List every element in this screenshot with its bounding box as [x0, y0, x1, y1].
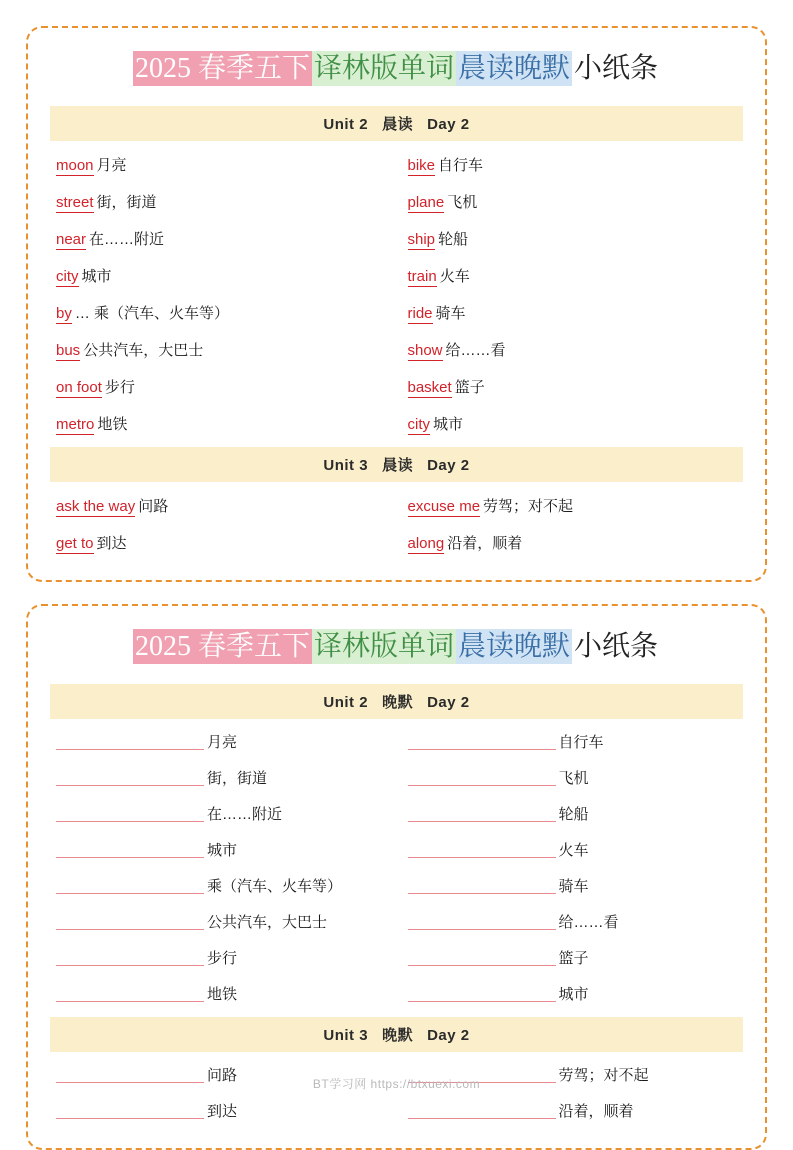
card-title: [50, 626, 743, 668]
dictation-grid-unit2-evening: [50, 725, 743, 1013]
word-chinese: 城市: [433, 416, 464, 433]
word-chinese: 月亮: [96, 157, 127, 174]
word-english: city: [407, 416, 430, 433]
answer-blank[interactable]: [408, 804, 556, 822]
word-chinese: 公共汽车，大巴士: [83, 342, 204, 359]
word-entry: [402, 258, 738, 295]
answer-blank[interactable]: [408, 732, 556, 750]
word-chinese: 火车: [558, 842, 589, 859]
word-chinese: 街，街道: [207, 770, 268, 787]
answer-blank[interactable]: [56, 876, 204, 894]
word-english: along: [407, 535, 445, 552]
dictation-entry: [56, 941, 392, 977]
word-entry: [402, 525, 738, 562]
word-chinese: 问路: [207, 1067, 238, 1084]
word-chinese: 骑车: [435, 305, 466, 322]
word-chinese: 自行车: [438, 157, 484, 174]
word-chinese: 乘（汽车、火车等）: [207, 878, 343, 895]
word-grid-unit2-morning: [50, 147, 743, 443]
answer-blank[interactable]: [408, 984, 556, 1002]
word-english: city: [56, 268, 79, 285]
word-english: moon: [56, 157, 94, 174]
watermark: BT学习网 https://btxuexi.com: [312, 1077, 481, 1091]
word-grid-unit3-morning: [50, 488, 743, 562]
section-band-unit3-evening: [50, 1017, 743, 1052]
band-type-label: 晚默: [382, 694, 414, 711]
band-day-label: Day 2: [427, 116, 470, 133]
word-english: excuse me: [407, 498, 481, 515]
band-day-label: Day 2: [427, 457, 470, 474]
dictation-entry: [402, 797, 738, 833]
word-chinese: 骑车: [558, 878, 589, 895]
dictation-entry: [56, 977, 392, 1013]
dictation-entry: [402, 833, 738, 869]
title-segment-term: 2025 春季五下: [134, 53, 310, 84]
word-chinese: 问路: [138, 498, 169, 515]
dictation-entry: [56, 797, 392, 833]
word-chinese: 到达: [96, 535, 127, 552]
word-english: ship: [407, 231, 436, 248]
word-chinese: 篮子: [454, 379, 485, 396]
band-type-label: 晨读: [382, 116, 414, 133]
word-chinese: 地铁: [97, 416, 128, 433]
answer-blank[interactable]: [408, 840, 556, 858]
section-band-unit3-morning: [50, 447, 743, 482]
dictation-entry: [402, 1094, 738, 1130]
word-chinese: 在……附近: [207, 806, 283, 823]
word-chinese: 劳驾；对不起: [483, 498, 574, 515]
word-english: metro: [56, 416, 95, 433]
word-entry: [402, 488, 738, 525]
answer-blank[interactable]: [56, 732, 204, 750]
title-segment-edition: 译林版单词: [313, 53, 454, 84]
word-english: by: [56, 305, 72, 322]
answer-blank[interactable]: [408, 912, 556, 930]
word-chinese: 火车: [439, 268, 470, 285]
word-english: plane: [407, 194, 445, 211]
word-english: near: [56, 231, 87, 248]
band-type-label: 晚默: [382, 1027, 414, 1044]
word-entry: [56, 184, 392, 221]
band-type-label: 晨读: [382, 457, 414, 474]
band-unit-label: Unit 3: [323, 457, 369, 474]
word-entry: [402, 221, 738, 258]
word-chinese: 轮船: [438, 231, 469, 248]
word-entry: [56, 221, 392, 258]
word-chinese: 城市: [81, 268, 112, 285]
dictation-entry: [56, 761, 392, 797]
section-band-unit2-morning: [50, 106, 743, 141]
word-chinese: 在……附近: [89, 231, 165, 248]
card-title: [50, 48, 743, 90]
dictation-entry: [56, 905, 392, 941]
word-english: show: [407, 342, 443, 359]
word-chinese: 给……看: [558, 914, 619, 931]
answer-blank[interactable]: [56, 840, 204, 858]
word-chinese: 步行: [104, 379, 135, 396]
word-chinese: 篮子: [558, 950, 589, 967]
dictation-entry: [56, 833, 392, 869]
dictation-entry: [402, 725, 738, 761]
word-english: bus: [56, 342, 81, 359]
word-chinese: 城市: [558, 986, 589, 1003]
dictation-entry: [402, 761, 738, 797]
word-entry: [56, 369, 392, 406]
band-day-label: Day 2: [427, 694, 470, 711]
word-entry: [56, 295, 392, 332]
answer-blank[interactable]: [56, 1101, 204, 1119]
dictation-entry: [56, 869, 392, 905]
word-chinese: 给……看: [445, 342, 506, 359]
dictation-entry: [402, 941, 738, 977]
band-unit-label: Unit 2: [323, 694, 369, 711]
word-chinese: 沿着，顺着: [447, 535, 523, 552]
word-chinese: 飞机: [447, 194, 478, 211]
word-english: train: [407, 268, 437, 285]
word-english: bike: [407, 157, 436, 174]
answer-blank[interactable]: [408, 1101, 556, 1119]
word-chinese: 自行车: [558, 734, 604, 751]
word-chinese: 公共汽车，大巴士: [207, 914, 328, 931]
word-entry: [402, 295, 738, 332]
answer-blank[interactable]: [56, 804, 204, 822]
answer-blank[interactable]: [408, 768, 556, 786]
word-english: on foot: [56, 379, 102, 396]
dictation-entry: [402, 905, 738, 941]
dictation-entry: [56, 1094, 392, 1130]
band-day-label: Day 2: [427, 1027, 470, 1044]
evening-dictation-card: [26, 604, 767, 1150]
word-english: ride: [407, 305, 433, 322]
word-entry: [56, 147, 392, 184]
dictation-grid-unit3-evening: [50, 1058, 743, 1130]
answer-blank[interactable]: [408, 948, 556, 966]
word-chinese: 城市: [207, 842, 238, 859]
morning-reading-card: [26, 26, 767, 582]
title-segment-mode: 晨读晚默: [458, 631, 571, 662]
title-segment-suffix: 小纸条: [574, 631, 659, 662]
answer-blank[interactable]: [56, 984, 204, 1002]
title-segment-term: 2025 春季五下: [134, 631, 310, 662]
title-segment-edition: 译林版单词: [313, 631, 454, 662]
band-unit-label: Unit 3: [323, 1027, 369, 1044]
answer-blank[interactable]: [408, 876, 556, 894]
word-entry: [56, 406, 392, 443]
word-entry: [56, 258, 392, 295]
word-chinese: 飞机: [558, 770, 589, 787]
word-chinese: 步行: [207, 950, 238, 967]
title-segment-mode: 晨读晚默: [458, 53, 571, 84]
word-entry: [56, 525, 392, 562]
section-band-unit2-evening: [50, 684, 743, 719]
dictation-entry: [56, 725, 392, 761]
word-entry: [402, 332, 738, 369]
dictation-entry: [402, 977, 738, 1013]
answer-blank[interactable]: [56, 912, 204, 930]
title-segment-suffix: 小纸条: [574, 53, 659, 84]
word-chinese: 劳驾；对不起: [558, 1067, 649, 1084]
word-english: basket: [407, 379, 452, 396]
word-entry: [402, 406, 738, 443]
word-chinese: 街，街道: [96, 194, 157, 211]
dictation-entry: [402, 869, 738, 905]
word-chinese: … 乘（汽车、火车等）: [74, 305, 230, 322]
word-entry: [56, 488, 392, 525]
answer-blank[interactable]: [56, 948, 204, 966]
word-entry: [402, 147, 738, 184]
answer-blank[interactable]: [56, 768, 204, 786]
word-chinese: 沿着，顺着: [558, 1103, 634, 1120]
word-entry: [402, 369, 738, 406]
word-english: get to: [56, 535, 94, 552]
word-chinese: 地铁: [207, 986, 238, 1003]
word-entry: [402, 184, 738, 221]
word-chinese: 到达: [207, 1103, 238, 1120]
word-chinese: 轮船: [558, 806, 589, 823]
band-unit-label: Unit 2: [323, 116, 369, 133]
word-english: ask the way: [56, 498, 136, 515]
word-english: street: [56, 194, 94, 211]
word-chinese: 月亮: [207, 734, 238, 751]
word-entry: [56, 332, 392, 369]
